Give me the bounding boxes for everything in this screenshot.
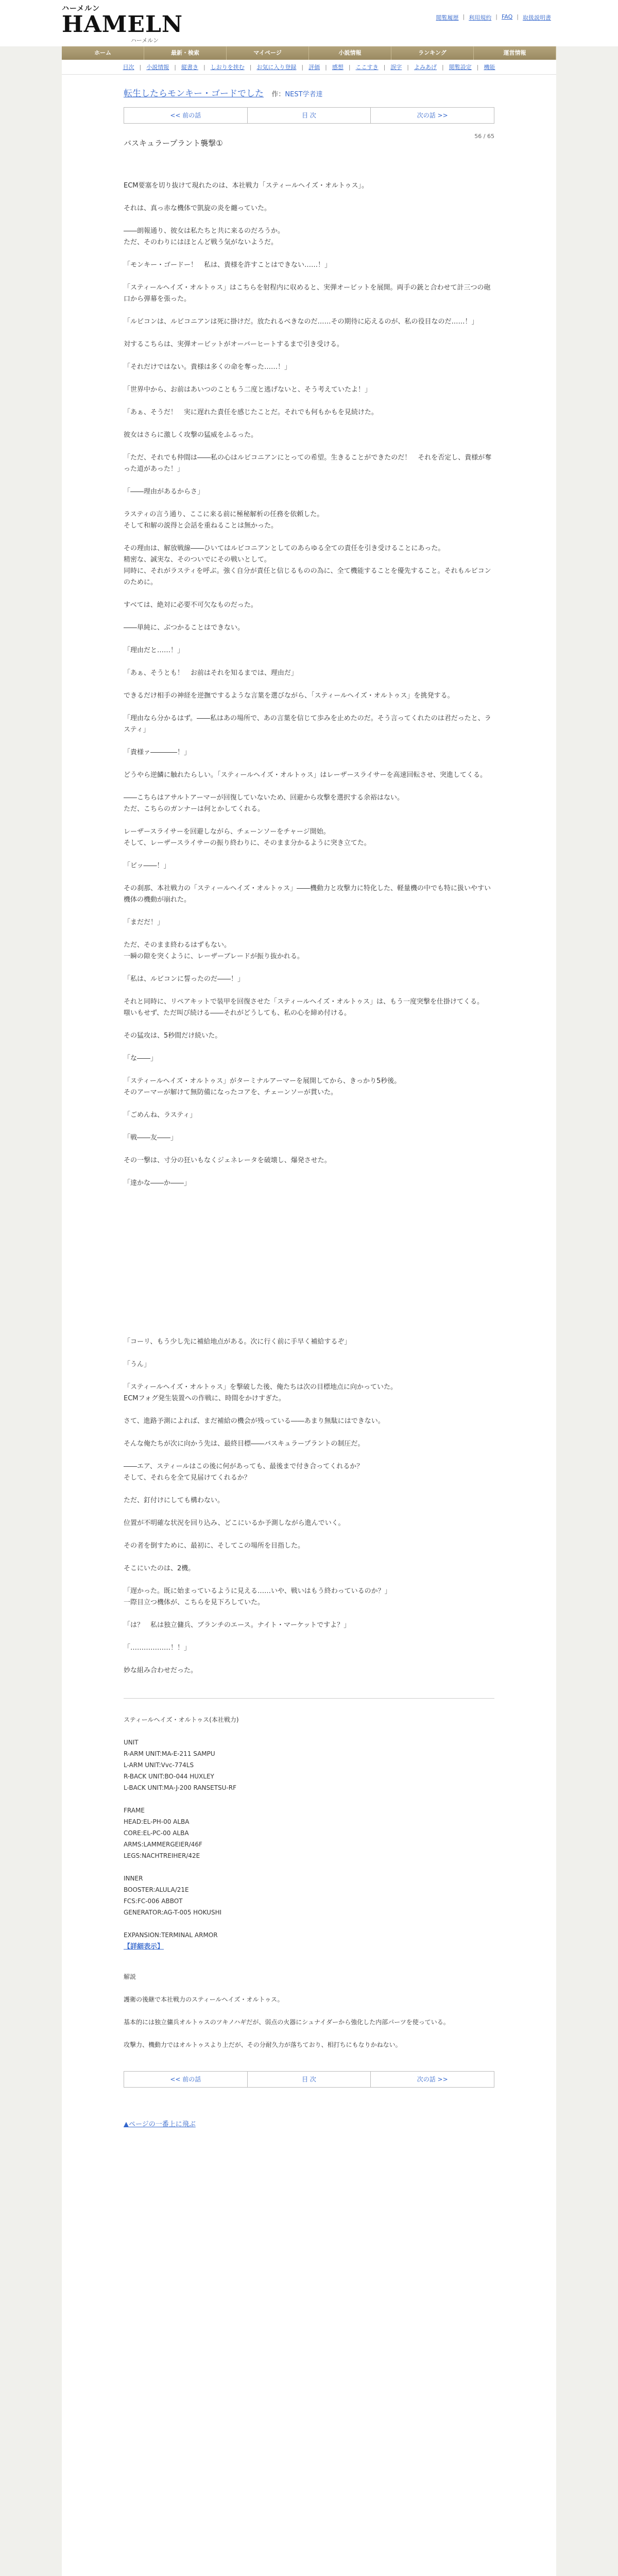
header-link-terms[interactable]: 利用規約 xyxy=(469,14,492,21)
body-paragraph xyxy=(124,702,494,713)
afterword-line: EXPANSION:TERMINAL ARMOR xyxy=(124,1931,218,1939)
body-paragraph xyxy=(124,611,494,622)
nav-ranking[interactable]: ランキング xyxy=(391,46,474,60)
body-paragraph: 嗤いもせず、ただ叫び続ける――それがどうしても、私の心を締め付ける。 xyxy=(124,1009,351,1017)
body-paragraph: そして、レーザースライサーの振り終わりに、そのまま分かるように突き立てた。 xyxy=(124,839,371,847)
body-paragraph: できるだけ相手の神経を逆撫でするような言葉を選びながら、「スティールヘイズ・オルトゥス」を挑発する。 xyxy=(124,692,454,700)
body-paragraph: そんな俺たちが次に向かう先は、最終目標――バスキュラープラントの制圧だ。 xyxy=(124,1440,365,1448)
subnav-link[interactable]: しおりを挟む xyxy=(210,64,245,71)
afterword-line: LEGS:NACHTREIHER/42E xyxy=(124,1852,200,1859)
body-paragraph: 一瞬の隙を突くように、レーザーブレードが振り抜かれる。 xyxy=(124,953,304,960)
author-note-line xyxy=(124,2005,494,2016)
body-paragraph xyxy=(124,328,494,339)
afterword-line: BOOSTER:ALULA/21E xyxy=(124,1886,189,1893)
body-paragraph: 「は？ 私は独立傭兵、ブランチのエース。ナイト・マーケットですよ？」 xyxy=(124,1621,351,1629)
author-note-line: 基本的には独立傭兵オルトゥスのツキノハギだが、弱点の火器にシュナイダーから強化した内部パーツを使っている。 xyxy=(124,2019,450,2026)
body-paragraph: ――こちらはアサルトアーマーが回復していないため、回避から攻撃を選択する余裕はない。 xyxy=(124,794,404,802)
body-paragraph xyxy=(124,1302,494,1314)
prev-chapter-link-bottom[interactable]: << 前の話 xyxy=(124,2072,248,2087)
body-paragraph xyxy=(124,1212,494,1223)
body-paragraph xyxy=(124,1325,494,1336)
body-paragraph: 彼女はさらに激しく攻撃の猛威をふるった。 xyxy=(124,431,258,439)
body-paragraph: その者を倒すために、最初に、そしてこの場所を目指した。 xyxy=(124,1542,305,1550)
author-byline: 作：NEST学者達 xyxy=(271,91,323,98)
body-paragraph xyxy=(124,169,494,180)
toc-link-bottom[interactable]: 目 次 xyxy=(248,2072,371,2087)
body-paragraph xyxy=(124,906,494,917)
body-paragraph: ただ、こちらのガンナーは何とかしてくれる。 xyxy=(124,805,265,813)
subnav-link[interactable]: 目次 xyxy=(123,64,134,71)
body-paragraph xyxy=(124,1019,494,1030)
subnav-link[interactable]: 誤字 xyxy=(390,64,402,71)
body-paragraph xyxy=(124,1608,494,1620)
author-note-section xyxy=(124,1971,494,2050)
subnav-link[interactable]: お気に入り登録 xyxy=(256,64,297,71)
body-paragraph: 「モンキー・ゴードー！ 私は、貴様を許すことはできない……！」 xyxy=(124,261,332,269)
body-paragraph xyxy=(124,928,494,940)
subnav-link[interactable]: 感想 xyxy=(332,64,344,71)
body-paragraph: ――単純に、ぶつかることはできない。 xyxy=(124,624,245,632)
body-paragraph xyxy=(124,1370,494,1382)
body-paragraph xyxy=(124,1314,494,1325)
subnav-link[interactable]: よみあげ xyxy=(414,64,437,71)
body-paragraph xyxy=(124,1552,494,1563)
body-paragraph: レーザースライサーを回避しながら、チェーンソーをチャージ開始。 xyxy=(124,828,330,836)
nav-operations[interactable]: 運営情報 xyxy=(474,46,556,60)
body-paragraph xyxy=(124,588,494,600)
subnav-link[interactable]: 小説情報 xyxy=(146,64,169,71)
body-paragraph: ただ、そのまま終わるはずもない。 xyxy=(124,941,231,949)
body-paragraph xyxy=(124,373,494,384)
body-paragraph: それと同時に、リペアキットで装甲を回復させた「スティールヘイズ・オルトゥス」は、もう一度突撃を仕掛けてくる。 xyxy=(124,998,484,1006)
afterword-line: GENERATOR:AG-T-005 HOKUSHI xyxy=(124,1909,222,1916)
prev-chapter-link[interactable]: << 前の話 xyxy=(124,108,248,123)
afterword-line: FCS:FC-006 ABBOT xyxy=(124,1897,183,1905)
body-paragraph: 「スティールヘイズ・オルトゥス」がターミナルアーマーを展開してから、きっかり5秒後。 xyxy=(124,1077,401,1085)
body-paragraph: ただ、釘付けにしても構わない。 xyxy=(124,1497,225,1504)
body-paragraph xyxy=(124,1257,494,1268)
body-paragraph xyxy=(124,815,494,826)
body-paragraph: 同時に、それがラスティを呼ぶ。強く自分が責任と信じるものの為に、全て機能することを優先すること。それもルビコンのために。 xyxy=(124,567,491,586)
body-paragraph xyxy=(124,1246,494,1257)
body-paragraph: ただ、そのわりにはほとんど戦う気がないようだ。 xyxy=(124,239,278,246)
body-paragraph xyxy=(124,271,494,282)
body-paragraph xyxy=(124,781,494,792)
body-paragraph xyxy=(124,1268,494,1280)
chapter-body xyxy=(124,169,494,1688)
afterword-line xyxy=(124,1793,494,1805)
site-logo[interactable] xyxy=(62,3,183,44)
body-paragraph: 「まだだ！」 xyxy=(124,919,164,926)
novel-subnav xyxy=(62,60,556,75)
subnav-separator: | xyxy=(174,63,176,71)
body-paragraph xyxy=(124,1631,494,1642)
nav-mypage[interactable]: マイページ xyxy=(227,46,309,60)
body-paragraph xyxy=(124,1574,494,1586)
body-paragraph: ラスティの言う通り、ここに来る前に極秘解析の任務を依頼した。 xyxy=(124,511,324,518)
body-paragraph: 「戦――友――」 xyxy=(124,1134,178,1142)
subnav-separator: | xyxy=(301,63,304,71)
body-paragraph: その一撃は、寸分の狂いもなくジェネレータを破壊し、爆発させた。 xyxy=(124,1157,331,1164)
header-link-history[interactable]: 閲覧履歴 xyxy=(436,14,459,21)
body-paragraph xyxy=(124,1234,494,1246)
body-paragraph xyxy=(124,758,494,770)
logo-tagline: ハーメルン xyxy=(62,5,100,13)
nav-home[interactable]: ホーム xyxy=(62,46,144,60)
afterword-line: スティールヘイズ・オルトゥス(本社戦力) xyxy=(124,1716,239,1723)
subnav-link[interactable]: 閲覧設定 xyxy=(449,64,472,71)
header-link-faq[interactable]: FAQ xyxy=(501,13,513,20)
subnav-separator: | xyxy=(325,63,327,71)
body-paragraph: 「スティールヘイズ・オルトゥス」はこちらを射程内に収めると、実弾オービットを展開。両手の銃と合わせて計三つの砲口から弾幕を張った。 xyxy=(124,284,491,303)
author-note-line xyxy=(124,2028,494,2039)
body-paragraph xyxy=(124,350,494,362)
logo-wordmark: HAMELN xyxy=(62,11,183,38)
body-paragraph: ECM要塞を切り抜けて現れたのは、本社戦力「スティールヘイズ・オルトゥス」。 xyxy=(124,182,368,190)
body-paragraph xyxy=(124,418,494,430)
author-note-line: 護衛の後継で本社戦力のスティールヘイズ・オルトゥス。 xyxy=(124,1996,284,2003)
body-paragraph xyxy=(124,1144,494,1155)
author-note-line: 解説 xyxy=(124,1973,136,1980)
body-paragraph: そして、それらを全て見届けてくれるか？ xyxy=(124,1474,251,1482)
logo-kana: ハーメルン xyxy=(130,37,159,44)
body-paragraph: 「ビッ――！」 xyxy=(124,862,170,870)
next-chapter-link-bottom[interactable]: 次の話 >> xyxy=(417,2076,448,2083)
body-paragraph xyxy=(124,1484,494,1495)
afterword-line xyxy=(124,1725,494,1737)
author-note-line xyxy=(124,1982,494,1994)
body-paragraph: そのアーマーが解けて無防備になったコアを、チェーンソーが貫いた。 xyxy=(124,1089,337,1096)
body-paragraph: 「………………！！」 xyxy=(124,1644,191,1652)
body-paragraph xyxy=(124,1223,494,1234)
toc-link[interactable]: 目 次 xyxy=(248,108,371,123)
body-paragraph: 一際目立つ機体が、こちらを見下ろしていた。 xyxy=(124,1599,265,1606)
detail-toggle-link[interactable]: 【詳細表示】 xyxy=(124,1943,164,1951)
subnav-separator: | xyxy=(476,63,479,71)
bottom-pager xyxy=(124,2071,494,2088)
body-paragraph: 「な――」 xyxy=(124,1055,158,1062)
main-nav xyxy=(62,46,556,60)
body-paragraph: その理由は、解放戦線――ひいてはルビコニアンとしてのあらゆる全ての責任を引き受けることにあった。 xyxy=(124,545,445,552)
body-paragraph xyxy=(124,1064,494,1076)
body-paragraph: 「ごめんね、ラスティ」 xyxy=(124,1111,197,1119)
nav-search[interactable]: 最新・検索 xyxy=(144,46,227,60)
body-paragraph: その刹那、本社戦力の「スティールヘイズ・オルトゥス」――機動力と攻撃力に特化した、軽量機の中でも特に扱いやすい機体の機動が崩れた。 xyxy=(124,885,491,904)
body-paragraph: ECMフォグ発生装置への作戦に、時間をかけすぎた。 xyxy=(124,1395,285,1402)
chapter-title: バスキュラープラント襲撃① xyxy=(124,139,223,148)
top-pager xyxy=(124,107,494,124)
body-paragraph: 「私は、ルビコンに誓ったのだ――！」 xyxy=(124,975,245,983)
afterword-line: L-BACK UNIT:MA-J-200 RANSETSU-RF xyxy=(124,1784,237,1791)
body-paragraph: 「達かな――か――」 xyxy=(124,1179,191,1187)
body-paragraph xyxy=(124,441,494,452)
header-link-manual[interactable]: 取扱説明書 xyxy=(523,14,551,21)
body-paragraph xyxy=(124,1654,494,1665)
body-paragraph xyxy=(124,1506,494,1518)
afterword-line xyxy=(124,1918,494,1929)
subnav-separator: | xyxy=(203,63,205,71)
subnav-separator: | xyxy=(348,63,351,71)
body-paragraph xyxy=(124,679,494,690)
body-paragraph xyxy=(124,1676,494,1688)
body-paragraph: どうやら逆鱗に触れたらしい。「スティールヘイズ・オルトゥス」はレーザースライサーを高速回転させ、突進してくる。 xyxy=(124,771,487,779)
body-paragraph xyxy=(124,849,494,860)
body-paragraph: 位置が不明確な状況を回り込み、どこにいるか予測しながら進んでいく。 xyxy=(124,1519,345,1527)
body-paragraph xyxy=(124,985,494,996)
nav-novel-info[interactable]: 小説情報 xyxy=(309,46,391,60)
body-paragraph: そこにいたのは、2機。 xyxy=(124,1565,195,1572)
subnav-separator: | xyxy=(249,63,252,71)
body-paragraph: 「ルビコンは、ルビコニアンは死に掛けだ。放たれるべきなのだ……その期待に応えるのが、私の役目なのだ……！」 xyxy=(124,318,478,326)
back-to-top-link[interactable]: ▲ページの一番上に飛ぶ xyxy=(124,2121,196,2128)
body-paragraph: 「ただ、それでも仲間は――私の心はルビコニアンにとっての希望。生きることができたのだ！ それを否定し、貴様が奪った道があった！」 xyxy=(124,454,492,473)
body-paragraph: それは、真っ赤な機体で凱旋の炎を纏っていた。 xyxy=(124,205,271,212)
body-paragraph xyxy=(124,305,494,316)
body-paragraph xyxy=(124,396,494,407)
body-paragraph: 「理由なら分かるはず。――私はあの場所で、あの言葉を信じて歩みを止めたのだ。そう言ってくれたのは君だったと、ラスティ」 xyxy=(124,715,491,734)
body-paragraph xyxy=(124,1121,494,1132)
body-paragraph: 「うん」 xyxy=(124,1361,151,1368)
body-paragraph: すべては、絶対に必要不可欠なものだった。 xyxy=(124,601,258,609)
subnav-link[interactable]: 機能 xyxy=(484,64,495,71)
subnav-link[interactable]: 縦書き xyxy=(181,64,198,71)
body-paragraph: 「コーリ、もう少し先に補給地点がある。次に行く前に手早く補給するぞ」 xyxy=(124,1338,351,1346)
body-paragraph xyxy=(124,1098,494,1110)
subnav-separator: | xyxy=(139,63,142,71)
body-paragraph xyxy=(124,634,494,645)
afterword-line: CORE:EL-PC-00 ALBA xyxy=(124,1829,189,1837)
body-paragraph xyxy=(124,248,494,260)
body-paragraph xyxy=(124,1189,494,1200)
body-paragraph xyxy=(124,1529,494,1540)
body-paragraph: 「あぁ、そうだ！ 実に遅れた責任を感じたことだ。それでも何もかもを見続けた。 xyxy=(124,409,378,416)
afterword-line: L-ARM UNIT:Vvc-774LS xyxy=(124,1761,194,1769)
chapter-counter: 56 / 65 xyxy=(474,133,494,140)
body-paragraph xyxy=(124,736,494,747)
site-header xyxy=(0,0,618,46)
body-paragraph: 精密な、誠実な、そのついでにその戦いとして。 xyxy=(124,556,271,564)
body-paragraph xyxy=(124,872,494,883)
body-paragraph xyxy=(124,1166,494,1178)
body-paragraph: 妙な組み合わせだった。 xyxy=(124,1667,198,1674)
body-paragraph xyxy=(124,1291,494,1302)
body-paragraph xyxy=(124,475,494,486)
body-paragraph xyxy=(124,1200,494,1212)
body-paragraph xyxy=(124,1042,494,1053)
body-paragraph: 「世界中から、お前はあいつのこともう二度と逃げないと、そう考えていたよ！」 xyxy=(124,386,372,394)
body-paragraph xyxy=(124,962,494,974)
afterword-line: INNER xyxy=(124,1875,143,1882)
afterword-line: HEAD:EL-PH-00 ALBA xyxy=(124,1818,190,1825)
next-chapter-link[interactable]: 次の話 >> xyxy=(417,112,448,119)
body-paragraph xyxy=(124,1427,494,1438)
body-paragraph: 「あぁ、そうとも！ お前はそれを知るまでは、理由だ」 xyxy=(124,669,298,677)
subnav-link[interactable]: ここすき xyxy=(355,64,379,71)
afterword-section xyxy=(124,1698,494,1941)
subnav-link[interactable]: 評価 xyxy=(308,64,320,71)
body-paragraph xyxy=(124,1404,494,1416)
body-paragraph: さて、進路予測によれば、まだ補給の機会が残っている――あまり無駄にはできない。 xyxy=(124,1417,385,1425)
body-paragraph: 対するこちらは、実弾オービットがオーバーヒートするまで引き受ける。 xyxy=(124,341,344,348)
body-paragraph: 「――理由があるからさ」 xyxy=(124,488,204,496)
author-note-line: 攻撃力、機動力ではオルトゥスより上だが、その分耐久力が落ちており、相打ちにもなりかねない。 xyxy=(124,2041,402,2048)
subnav-separator: | xyxy=(407,63,409,71)
subnav-separator: | xyxy=(442,63,444,71)
afterword-line: R-BACK UNIT:BO-044 HUXLEY xyxy=(124,1773,214,1780)
body-paragraph xyxy=(124,192,494,203)
afterword-line xyxy=(124,1861,494,1873)
body-paragraph: そして和解の説得と会話を重ねることは無かった。 xyxy=(124,522,278,530)
body-paragraph xyxy=(124,1280,494,1291)
body-paragraph: その猛攻は、5秒間だけ続いた。 xyxy=(124,1032,222,1040)
body-paragraph: ――朗報通り、彼女は私たちと共に来るのだろうか。 xyxy=(124,227,285,235)
header-links: 閲覧履歴 | 利用規約 | FAQ | 取扱説明書 xyxy=(436,13,551,21)
body-paragraph: ――エア、スティールはこの後に何があっても、最後まで付き合ってくれるか？ xyxy=(124,1463,364,1470)
afterword-line: FRAME xyxy=(124,1807,145,1814)
afterword-line: ARMS:LAMMERGEIER/46F xyxy=(124,1841,202,1848)
body-paragraph: 「理由だと……！」 xyxy=(124,647,184,654)
body-paragraph xyxy=(124,532,494,543)
body-paragraph xyxy=(124,214,494,226)
body-paragraph: 「貴様ァ――――！」 xyxy=(124,749,191,756)
body-paragraph: 「遅かった。既に始まっているように見える……いや、戦いはもう終わっているのか？」 xyxy=(124,1587,391,1595)
novel-title-row xyxy=(124,86,494,99)
body-paragraph: 「スティールヘイズ・オルトゥス」を撃破した後、俺たちは次の目標地点に向かっていた。 xyxy=(124,1383,397,1391)
afterword-line: UNIT xyxy=(124,1739,139,1746)
subnav-separator: | xyxy=(383,63,386,71)
novel-title-link[interactable]: 転生したらモンキー・ゴードでした xyxy=(124,89,264,99)
body-paragraph xyxy=(124,1348,494,1359)
author-link[interactable]: NEST学者達 xyxy=(285,91,323,98)
body-paragraph xyxy=(124,1450,494,1461)
body-paragraph: 「それだけではない。貴様は多くの命を奪った……！」 xyxy=(124,363,291,371)
body-paragraph xyxy=(124,656,494,668)
afterword-line: R-ARM UNIT:MA-E-211 SAMPU xyxy=(124,1750,215,1757)
body-paragraph xyxy=(124,498,494,509)
content-area xyxy=(62,75,556,2576)
